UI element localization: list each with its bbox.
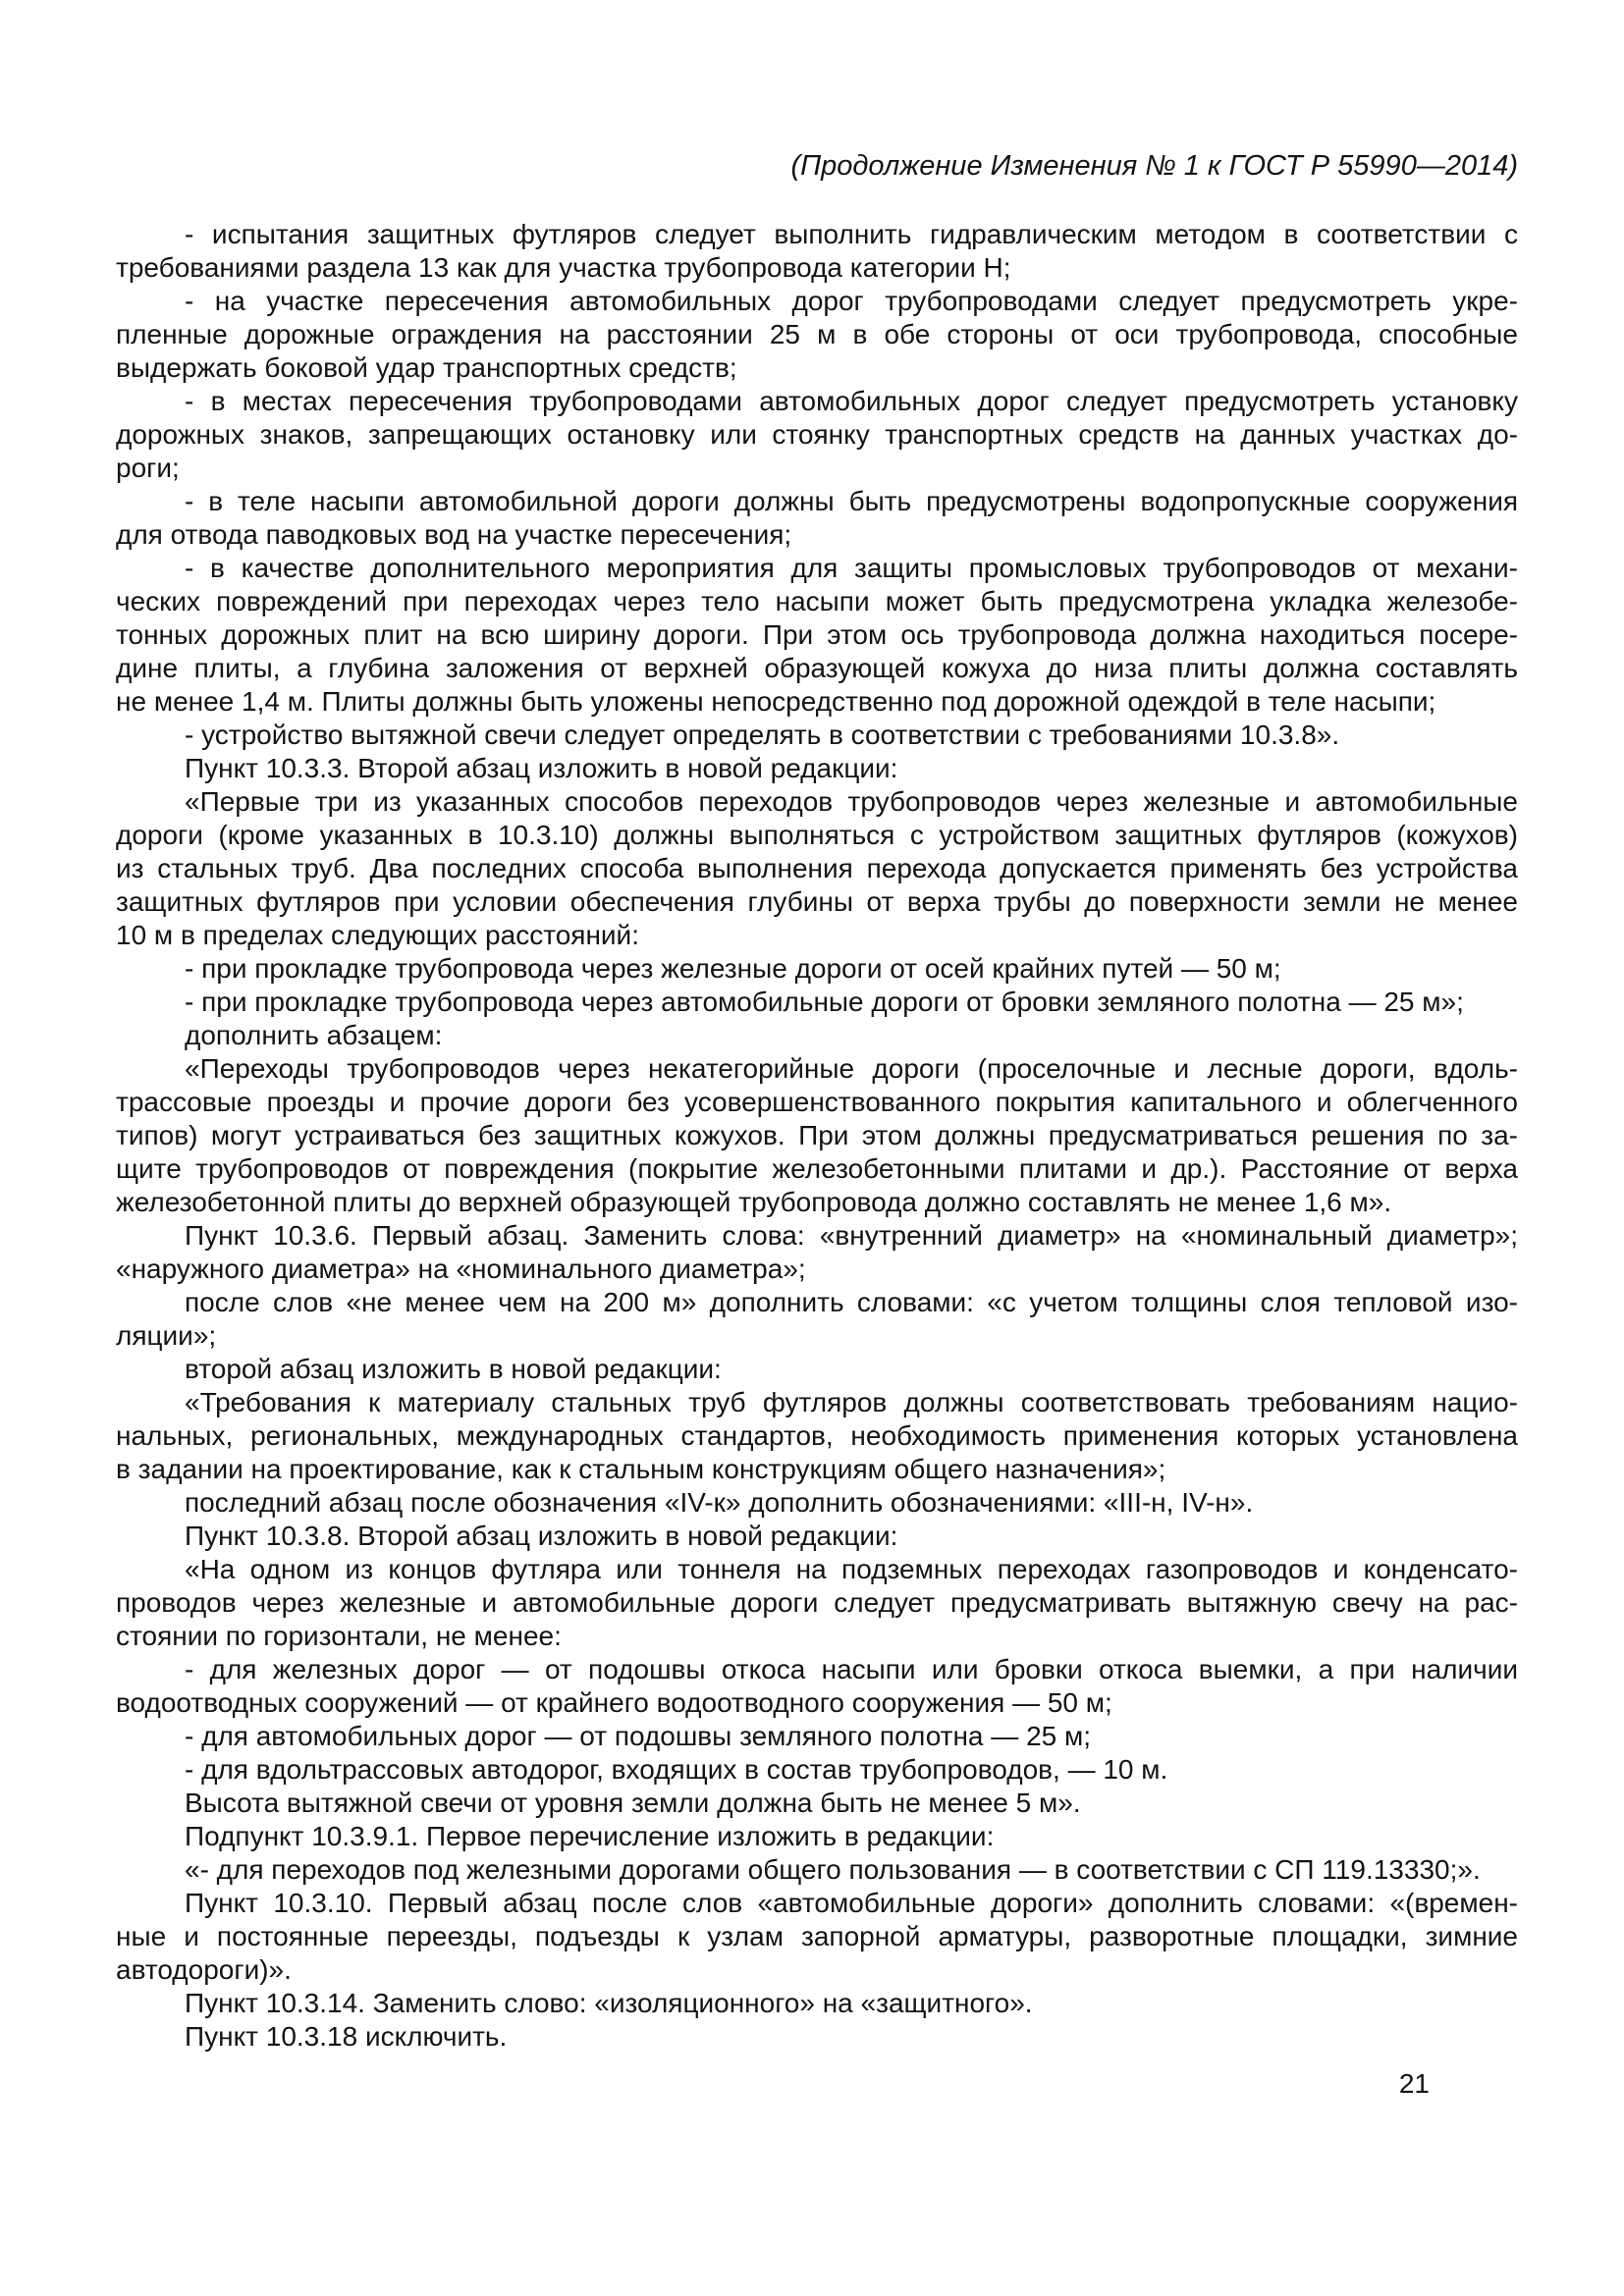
- paragraph: [116, 1720, 1518, 1753]
- paragraph-line: 10 м в пределах следующих расстояний:: [116, 920, 639, 950]
- paragraph: [116, 1887, 1518, 1987]
- paragraph-line: из стальных труб. Два последних способа выполнения перехода допускается применять без устройства: [116, 853, 1518, 883]
- paragraph-line: после слов «не менее чем на 200 м» дополнить словами: «с учетом толщины слоя тепловой изо-: [185, 1287, 1518, 1317]
- paragraph-line: пленные дорожные ограждения на расстоянии 25 м в обе стороны от оси трубопровода, способные: [116, 319, 1518, 349]
- paragraph-line: Пункт 10.3.14. Заменить слово: «изоляционного» на «защитного».: [185, 1988, 1033, 2018]
- paragraph-line: «- для переходов под железными дорогами общего пользования — в соответствии с СП 119.13330;».: [185, 1854, 1481, 1885]
- paragraph: [116, 1653, 1518, 1720]
- paragraph-line: Пункт 10.3.18 исключить.: [185, 2021, 508, 2052]
- paragraph-line: ляции»;: [116, 1320, 217, 1351]
- paragraph: [116, 1553, 1518, 1653]
- paragraph: [116, 986, 1518, 1019]
- page-number: 21: [1398, 2068, 1430, 2099]
- paragraph: [116, 385, 1518, 485]
- paragraph-line: дорожных знаков, запрещающих остановку или стоянку транспортных средств на данных участках до-: [116, 419, 1518, 450]
- paragraph-line: трассовые проезды и прочие дороги без усовершенствованного покрытия капитального и облегченного: [116, 1087, 1518, 1117]
- paragraph-line: - для вдольтрассовых автодорог, входящих в состав трубопроводов, — 10 м.: [185, 1754, 1168, 1785]
- paragraph-line: Пункт 10.3.8. Второй абзац изложить в новой редакции:: [185, 1521, 898, 1551]
- paragraph: [116, 1386, 1518, 1486]
- paragraph-line: - для автомобильных дорог — от подошвы земляного полотна — 25 м;: [185, 1721, 1092, 1751]
- paragraph-line: щите трубопроводов от повреждения (покрытие железобетонными плитами и др.). Расстояние от верха: [116, 1153, 1518, 1184]
- paragraph-line: «Первые три из указанных способов переходов трубопроводов через железные и автомобильные: [185, 786, 1518, 817]
- paragraph-line: «На одном из концов футляра или тоннеля на подземных переходах газопроводов и конденсато-: [185, 1554, 1518, 1584]
- paragraph: [116, 1987, 1518, 2020]
- paragraph-line: водоотводных сооружений — от крайнего водоотводного сооружения — 50 м;: [116, 1687, 1112, 1718]
- paragraph-line: типов) могут устраиваться без защитных кожухов. При этом должны предусматриваться решения по за-: [116, 1120, 1518, 1150]
- paragraph: [116, 1353, 1518, 1386]
- paragraph-line: второй абзац изложить в новой редакции:: [185, 1354, 722, 1384]
- paragraph-line: Подпункт 10.3.9.1. Первое перечисление изложить в редакции:: [185, 1821, 995, 1851]
- paragraph-line: дополнить абзацем:: [185, 1020, 443, 1050]
- paragraph: [116, 1753, 1518, 1787]
- paragraph-line: дине плиты, а глубина заложения от верхней образующей кожуха до низа плиты должна составлять: [116, 653, 1518, 683]
- paragraph-line: «Переходы трубопроводов через некатегорийные дороги (проселочные и лесные дороги, вдоль-: [185, 1053, 1518, 1084]
- paragraph: [116, 1486, 1518, 1520]
- paragraph-line: ческих повреждений при переходах через тело насыпи может быть предусмотрена укладка железобе-: [116, 586, 1518, 616]
- paragraph-line: нальных, региональных, международных стандартов, необходимость применения которых установлена: [116, 1420, 1518, 1451]
- paragraph-line: не менее 1,4 м. Плиты должны быть уложены непосредственно под дорожной одеждой в теле насыпи;: [116, 686, 1436, 717]
- paragraph-line: - при прокладке трубопровода через автомобильные дороги от бровки земляного полотна — 25 м»;: [185, 987, 1464, 1017]
- paragraph-line: дороги (кроме указанных в 10.3.10) должны выполняться с устройством защитных футляров (кожухов): [116, 820, 1518, 850]
- paragraph-line: - на участке пересечения автомобильных дорог трубопроводами следует предусмотреть укре-: [185, 286, 1518, 316]
- paragraph: [116, 1219, 1518, 1286]
- paragraph: [116, 1520, 1518, 1553]
- paragraph: [116, 752, 1518, 785]
- paragraph-line: тонных дорожных плит на всю ширину дороги. При этом ось трубопровода должна находиться посере-: [116, 619, 1518, 650]
- paragraph-line: последний абзац после обозначения «IV-к» дополнить обозначениями: «III-н, IV-н».: [185, 1487, 1254, 1518]
- paragraph-line: - испытания защитных футляров следует выполнить гидравлическим методом в соответствии с: [185, 219, 1518, 249]
- paragraph: [116, 952, 1518, 986]
- paragraph: [116, 218, 1518, 285]
- paragraph-line: проводов через железные и автомобильные дороги следует предусматривать вытяжную свечу на рас-: [116, 1587, 1518, 1618]
- paragraph-line: роги;: [116, 453, 180, 483]
- paragraph: [116, 1787, 1518, 1820]
- paragraph-line: Пункт 10.3.3. Второй абзац изложить в новой редакции:: [185, 753, 898, 783]
- paragraph-line: - для железных дорог — от подошвы откоса насыпи или бровки откоса выемки, а при наличии: [185, 1654, 1518, 1684]
- document-body: [116, 218, 1518, 2054]
- paragraph: [116, 285, 1518, 385]
- paragraph: [116, 719, 1518, 752]
- paragraph: [116, 785, 1518, 952]
- document-continuation-header: (Продолжение Изменения № 1 к ГОСТ Р 55990—2014): [790, 150, 1518, 182]
- paragraph: [116, 1286, 1518, 1353]
- paragraph: [116, 485, 1518, 552]
- paragraph-line: требованиями раздела 13 как для участка трубопровода категории Н;: [116, 252, 1011, 283]
- paragraph-line: железобетонной плиты до верхней образующей трубопровода должно составлять не менее 1,6 м».: [116, 1187, 1392, 1217]
- paragraph-line: в задании на проектирование, как к стальным конструкциям общего назначения»;: [116, 1454, 1166, 1484]
- paragraph-line: автодороги)».: [116, 1954, 292, 1985]
- paragraph: [116, 552, 1518, 719]
- paragraph: [116, 1853, 1518, 1887]
- paragraph-line: - в теле насыпи автомобильной дороги должны быть предусмотрены водопропускные сооружения: [185, 486, 1518, 516]
- paragraph: [116, 1019, 1518, 1052]
- paragraph-line: для отвода паводковых вод на участке пересечения;: [116, 519, 792, 550]
- paragraph-line: - в качестве дополнительного мероприятия для защиты промысловых трубопроводов от механи-: [185, 553, 1518, 583]
- paragraph-line: стоянии по горизонтали, не менее:: [116, 1621, 562, 1651]
- paragraph-line: Пункт 10.3.6. Первый абзац. Заменить слова: «внутренний диаметр» на «номинальный диаметр»;: [185, 1220, 1518, 1251]
- paragraph-line: «Требования к материалу стальных труб футляров должны соответствовать требованиям нацио-: [185, 1387, 1518, 1417]
- paragraph: [116, 1052, 1518, 1219]
- paragraph-line: - в местах пересечения трубопроводами автомобильных дорог следует предусмотреть установку: [185, 386, 1518, 416]
- paragraph-line: - при прокладке трубопровода через железные дороги от осей крайних путей — 50 м;: [185, 953, 1281, 984]
- paragraph-line: - устройство вытяжной свечи следует определять в соответствии с требованиями 10.3.8».: [185, 720, 1340, 750]
- paragraph-line: «наружного диаметра» на «номинального диаметра»;: [116, 1254, 806, 1284]
- paragraph-line: Пункт 10.3.10. Первый абзац после слов «автомобильные дороги» дополнить словами: «(времен-: [185, 1888, 1518, 1918]
- paragraph-line: Высота вытяжной свечи от уровня земли должна быть не менее 5 м».: [185, 1788, 1081, 1818]
- paragraph-line: ные и постоянные переезды, подъезды к узлам запорной арматуры, разворотные площадки, зимние: [116, 1921, 1518, 1951]
- paragraph: [116, 2020, 1518, 2054]
- paragraph-line: защитных футляров при условии обеспечения глубины от верха трубы до поверхности земли не менее: [116, 886, 1518, 917]
- paragraph-line: выдержать боковой удар транспортных средств;: [116, 352, 737, 383]
- paragraph: [116, 1820, 1518, 1853]
